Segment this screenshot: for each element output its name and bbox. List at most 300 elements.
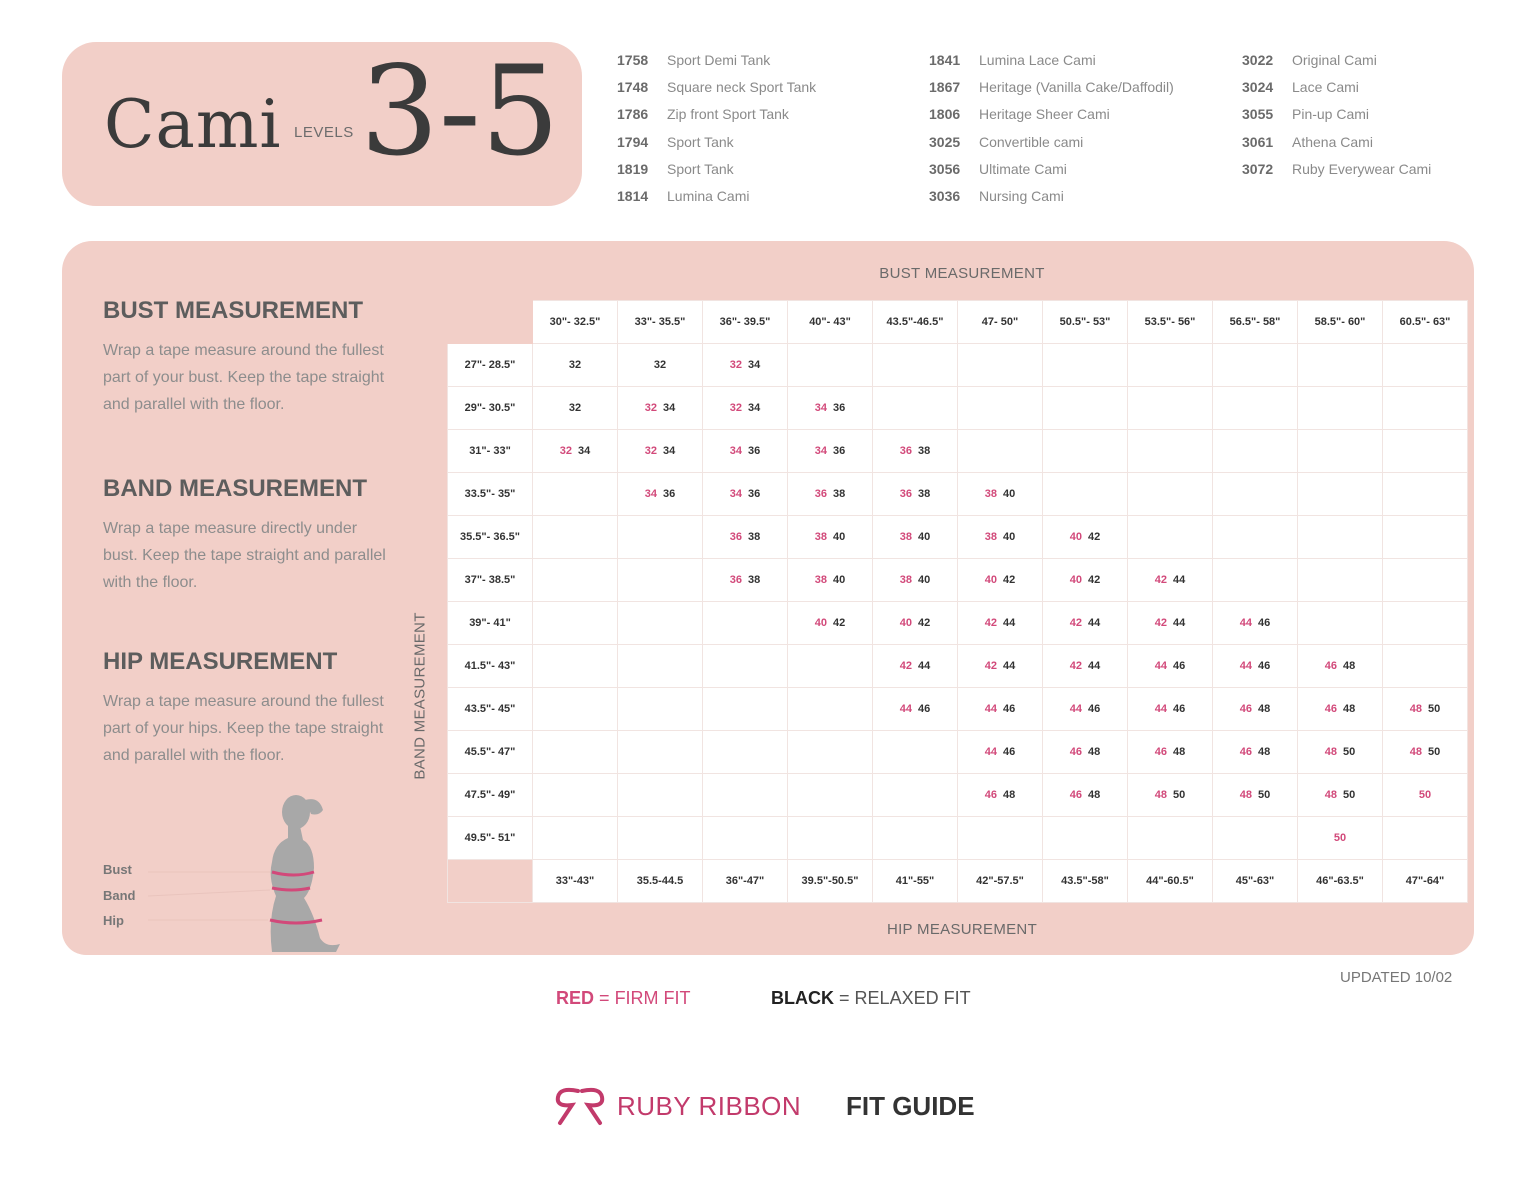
firm-fit-size: 46	[1239, 746, 1252, 758]
size-cell	[703, 602, 788, 645]
style-name: Ultimate Cami	[979, 160, 1067, 177]
hip-range-value: 45"-63"	[1213, 860, 1298, 903]
size-cell	[958, 473, 1043, 516]
size-cell	[1298, 387, 1383, 430]
size-cell	[1128, 731, 1213, 774]
style-item	[617, 128, 816, 155]
size-cell	[1213, 817, 1298, 860]
size-cell	[958, 688, 1043, 731]
size-cell	[533, 559, 618, 602]
hip-section-heading: HIP MEASUREMENT	[103, 648, 338, 675]
size-cell	[788, 602, 873, 645]
hip-section-body: Wrap a tape measure around the fullest part of your hips. Keep the tape straight and parallel with the floor.	[103, 693, 384, 764]
size-cell	[703, 731, 788, 774]
firm-fit-size: 46	[984, 789, 997, 801]
size-cell	[788, 774, 873, 817]
size-cell	[1213, 344, 1298, 387]
bust-section-body: Wrap a tape measure around the fullest part of your bust. Keep the tape straight and parallel with the floor.	[103, 342, 385, 413]
table-row	[448, 430, 1468, 473]
firm-fit-size: 36	[899, 488, 912, 500]
size-grid	[447, 300, 1468, 903]
ruby-ribbon-logo-icon	[550, 1085, 610, 1129]
size-cell	[1298, 559, 1383, 602]
size-cell	[618, 430, 703, 473]
band-range-header: 41.5"- 43"	[448, 645, 533, 688]
size-cell	[873, 602, 958, 645]
bust-range-header: 47- 50"	[958, 301, 1043, 344]
bust-range-header: 50.5"- 53"	[1043, 301, 1128, 344]
table-row	[448, 387, 1468, 430]
style-code: 1841	[929, 51, 961, 68]
size-cell	[1383, 774, 1468, 817]
firm-fit-size: 42	[1069, 660, 1082, 672]
size-cell	[1383, 688, 1468, 731]
table-row	[448, 602, 1468, 645]
size-cell	[1383, 602, 1468, 645]
size-cell	[788, 559, 873, 602]
size-cell	[958, 645, 1043, 688]
relaxed-fit-size: 32	[568, 402, 582, 414]
size-cell	[958, 516, 1043, 559]
bust-range-header: 60.5"- 63"	[1383, 301, 1468, 344]
firm-fit-size: 38	[814, 574, 827, 586]
size-cell	[1298, 602, 1383, 645]
size-cell	[1128, 645, 1213, 688]
style-name: Lumina Lace Cami	[979, 51, 1096, 68]
size-cell	[1213, 516, 1298, 559]
firm-fit-size: 46	[1069, 789, 1082, 801]
size-cell	[533, 430, 618, 473]
hip-range-value: 41"-55"	[873, 860, 958, 903]
style-item	[617, 155, 816, 182]
firm-fit-size: 50	[1418, 789, 1432, 801]
firm-fit-size: 48	[1239, 789, 1252, 801]
relaxed-fit-size: 42	[1088, 574, 1101, 586]
firm-fit-size: 40	[814, 617, 827, 629]
size-cell	[1383, 387, 1468, 430]
style-code: 3061	[1242, 133, 1274, 150]
firm-fit-size: 44	[1069, 703, 1082, 715]
relaxed-fit-size: 40	[833, 531, 846, 543]
size-cell	[1128, 774, 1213, 817]
style-item	[617, 73, 816, 100]
relaxed-fit-size: 44	[1003, 617, 1016, 629]
firm-fit-size: 32	[644, 445, 657, 457]
table-row	[448, 559, 1468, 602]
firm-fit-size: 32	[644, 402, 657, 414]
size-cell	[873, 731, 958, 774]
size-cell	[1383, 559, 1468, 602]
size-cell	[788, 817, 873, 860]
relaxed-fit-size: 36	[833, 402, 846, 414]
firm-fit-size: 38	[814, 531, 827, 543]
size-cell	[788, 688, 873, 731]
table-row	[448, 516, 1468, 559]
relaxed-fit-size: 46	[1173, 660, 1186, 672]
style-item	[1242, 46, 1431, 73]
relaxed-fit-size: 38	[833, 488, 846, 500]
relaxed-fit-size: 50	[1258, 789, 1271, 801]
relaxed-fit-size: 36	[748, 488, 761, 500]
size-cell	[788, 344, 873, 387]
style-item	[617, 101, 816, 128]
style-name: Nursing Cami	[979, 188, 1064, 205]
hip-range-value: 35.5-44.5	[618, 860, 703, 903]
size-cell	[873, 688, 958, 731]
size-cell	[1043, 430, 1128, 473]
style-item	[1242, 155, 1431, 182]
size-cell	[1213, 602, 1298, 645]
size-cell	[703, 344, 788, 387]
size-cell	[1298, 774, 1383, 817]
firm-fit-size: 46	[1239, 703, 1252, 715]
relaxed-fit-size: 42	[833, 617, 846, 629]
size-cell	[958, 387, 1043, 430]
style-item	[1242, 128, 1431, 155]
size-cell	[618, 344, 703, 387]
size-cell	[618, 387, 703, 430]
size-cell	[1128, 688, 1213, 731]
firm-fit-size: 36	[729, 574, 742, 586]
firm-fit-size: 44	[984, 703, 997, 715]
legend-red-eq: =	[599, 988, 610, 1008]
table-row	[448, 731, 1468, 774]
size-cell	[1043, 344, 1128, 387]
size-cell	[618, 774, 703, 817]
size-cell	[1128, 344, 1213, 387]
relaxed-fit-size: 46	[918, 703, 931, 715]
size-cell	[703, 645, 788, 688]
firm-fit-size: 34	[814, 402, 827, 414]
relaxed-fit-size: 42	[918, 617, 931, 629]
relaxed-fit-size: 42	[1088, 531, 1101, 543]
bust-range-header: 40"- 43"	[788, 301, 873, 344]
legend-black-value: RELAXED FIT	[854, 988, 971, 1008]
size-cell	[1383, 344, 1468, 387]
table-row	[448, 344, 1468, 387]
firm-fit-size: 46	[1324, 703, 1337, 715]
relaxed-fit-size: 50	[1343, 789, 1356, 801]
relaxed-fit-size: 46	[1258, 617, 1271, 629]
hip-range-value: 47"-64"	[1383, 860, 1468, 903]
style-name: Sport Tank	[667, 133, 734, 150]
size-cell	[1298, 344, 1383, 387]
firm-fit-size: 44	[984, 746, 997, 758]
size-cell	[788, 645, 873, 688]
firm-fit-size: 48	[1324, 789, 1337, 801]
band-range-header: 33.5"- 35"	[448, 473, 533, 516]
size-cell	[1043, 559, 1128, 602]
relaxed-fit-size: 46	[1003, 703, 1016, 715]
relaxed-fit-size: 44	[1088, 660, 1101, 672]
legend-red-value: FIRM FIT	[614, 988, 691, 1008]
style-code: 1819	[617, 160, 649, 177]
style-name: Square neck Sport Tank	[667, 78, 817, 95]
style-item	[617, 46, 816, 73]
firm-fit-size: 48	[1409, 746, 1422, 758]
style-code: 3024	[1242, 78, 1274, 95]
relaxed-fit-size: 34	[663, 445, 676, 457]
hip-range-value: 39.5"-50.5"	[788, 860, 873, 903]
relaxed-fit-size: 38	[748, 531, 761, 543]
relaxed-fit-size: 46	[1258, 660, 1271, 672]
relaxed-fit-size: 32	[568, 359, 582, 371]
size-cell	[533, 473, 618, 516]
style-name: Sport Tank	[667, 160, 734, 177]
size-cell	[1383, 473, 1468, 516]
band-range-header: 31"- 33"	[448, 430, 533, 473]
size-cell	[958, 731, 1043, 774]
hip-range-value: 44"-60.5"	[1128, 860, 1213, 903]
size-cell	[533, 516, 618, 559]
size-cell	[1298, 688, 1383, 731]
firm-fit-size: 48	[1154, 789, 1167, 801]
size-cell	[958, 559, 1043, 602]
bust-axis-label: BUST MEASUREMENT	[879, 265, 1045, 282]
style-name: Zip front Sport Tank	[667, 106, 789, 123]
relaxed-fit-size: 48	[1343, 703, 1356, 715]
bust-range-header: 33"- 35.5"	[618, 301, 703, 344]
size-cell	[618, 645, 703, 688]
size-cell	[618, 473, 703, 516]
firm-fit-size: 36	[814, 488, 827, 500]
size-cell	[703, 430, 788, 473]
relaxed-fit-size: 44	[918, 660, 931, 672]
size-cell	[703, 817, 788, 860]
band-range-header: 47.5"- 49"	[448, 774, 533, 817]
style-item	[929, 155, 1174, 182]
relaxed-fit-size: 42	[1003, 574, 1016, 586]
relaxed-fit-size: 50	[1343, 746, 1356, 758]
relaxed-fit-size: 48	[1343, 660, 1356, 672]
relaxed-fit-size: 48	[1088, 789, 1101, 801]
bust-range-header: 30"- 32.5"	[533, 301, 618, 344]
body-figure	[100, 790, 360, 960]
updated-date: UPDATED 10/02	[1340, 969, 1453, 986]
style-code: 3055	[1242, 106, 1274, 123]
relaxed-fit-size: 40	[833, 574, 846, 586]
size-cell	[618, 602, 703, 645]
style-name: Lace Cami	[1292, 78, 1359, 95]
style-code: 1794	[617, 133, 649, 150]
band-range-header: 49.5"- 51"	[448, 817, 533, 860]
firm-fit-size: 44	[1239, 617, 1252, 629]
size-cell	[873, 430, 958, 473]
hip-range-value: 42"-57.5"	[958, 860, 1043, 903]
size-cell	[1043, 731, 1128, 774]
size-cell	[1043, 688, 1128, 731]
band-range-header: 37"- 38.5"	[448, 559, 533, 602]
style-item	[929, 73, 1174, 100]
size-cell	[1383, 645, 1468, 688]
firm-fit-size: 34	[814, 445, 827, 457]
style-code: 3036	[929, 188, 961, 205]
style-item	[617, 182, 816, 209]
band-range-header: 45.5"- 47"	[448, 731, 533, 774]
silhouette-icon	[100, 790, 360, 960]
legend-firm-fit	[556, 988, 691, 1009]
size-cell	[703, 516, 788, 559]
grid-corner-bottom	[448, 860, 533, 903]
size-cell	[788, 731, 873, 774]
relaxed-fit-size: 48	[1258, 746, 1271, 758]
size-cell	[1298, 430, 1383, 473]
relaxed-fit-size: 38	[918, 488, 931, 500]
figure-label-hip: Hip	[103, 913, 124, 928]
size-cell	[703, 473, 788, 516]
size-cell	[1298, 516, 1383, 559]
size-cell	[703, 559, 788, 602]
grid-corner	[448, 301, 533, 344]
hip-range-value: 36"-47"	[703, 860, 788, 903]
size-cell	[1383, 817, 1468, 860]
size-cell	[618, 516, 703, 559]
size-cell	[1043, 602, 1128, 645]
style-name: Original Cami	[1292, 51, 1377, 68]
band-range-header: 29"- 30.5"	[448, 387, 533, 430]
band-range-header: 39"- 41"	[448, 602, 533, 645]
size-cell	[533, 731, 618, 774]
title-card	[62, 42, 582, 206]
firm-fit-size: 48	[1324, 746, 1337, 758]
firm-fit-size: 38	[899, 531, 912, 543]
bust-range-header: 58.5"- 60"	[1298, 301, 1383, 344]
levels-label: LEVELS	[294, 124, 354, 141]
size-cell	[1128, 473, 1213, 516]
style-item	[929, 46, 1174, 73]
bust-range-header: 56.5"- 58"	[1213, 301, 1298, 344]
size-cell	[958, 344, 1043, 387]
relaxed-fit-size: 38	[918, 445, 931, 457]
size-cell	[873, 645, 958, 688]
table-row	[448, 774, 1468, 817]
table-row	[448, 688, 1468, 731]
size-cell	[703, 774, 788, 817]
size-cell	[1043, 645, 1128, 688]
relaxed-fit-size: 34	[578, 445, 591, 457]
style-name: Heritage (Vanilla Cake/Daffodil)	[979, 78, 1174, 95]
firm-fit-size: 44	[1239, 660, 1252, 672]
relaxed-fit-size: 32	[653, 359, 667, 371]
size-cell	[1298, 473, 1383, 516]
firm-fit-size: 42	[1069, 617, 1082, 629]
size-cell	[873, 387, 958, 430]
size-cell	[533, 774, 618, 817]
size-cell	[533, 387, 618, 430]
firm-fit-size: 40	[984, 574, 997, 586]
relaxed-fit-size: 36	[833, 445, 846, 457]
size-cell	[958, 602, 1043, 645]
size-cell	[1043, 774, 1128, 817]
style-item	[1242, 101, 1431, 128]
style-name: Athena Cami	[1292, 133, 1373, 150]
relaxed-fit-size: 44	[1173, 574, 1186, 586]
relaxed-fit-size: 40	[1003, 531, 1016, 543]
size-cell	[1128, 817, 1213, 860]
style-item	[929, 182, 1174, 209]
size-cell	[703, 387, 788, 430]
style-list-column-1	[617, 46, 816, 210]
firm-fit-size: 40	[1069, 531, 1082, 543]
grid-body	[448, 344, 1468, 860]
firm-fit-size: 50	[1333, 832, 1347, 844]
style-name: Ruby Everywear Cami	[1292, 160, 1432, 177]
firm-fit-size: 42	[899, 660, 912, 672]
size-cell	[533, 344, 618, 387]
firm-fit-size: 44	[1154, 703, 1167, 715]
firm-fit-size: 46	[1154, 746, 1167, 758]
firm-fit-size: 40	[1069, 574, 1082, 586]
firm-fit-size: 32	[729, 402, 742, 414]
firm-fit-size: 38	[984, 531, 997, 543]
table-row	[448, 473, 1468, 516]
hip-range-value: 33"-43"	[533, 860, 618, 903]
size-cell	[788, 387, 873, 430]
style-item	[929, 128, 1174, 155]
size-cell	[1128, 387, 1213, 430]
brand-name: RUBY RIBBON	[617, 1091, 802, 1121]
firm-fit-size: 36	[729, 531, 742, 543]
size-cell	[1213, 559, 1298, 602]
firm-fit-size: 38	[899, 574, 912, 586]
relaxed-fit-size: 40	[918, 531, 931, 543]
style-code: 1867	[929, 78, 961, 95]
size-cell	[873, 817, 958, 860]
relaxed-fit-size: 50	[1428, 703, 1441, 715]
bust-range-header: 53.5"- 56"	[1128, 301, 1213, 344]
relaxed-fit-size: 44	[1173, 617, 1186, 629]
firm-fit-size: 34	[729, 488, 742, 500]
style-name: Convertible cami	[979, 133, 1084, 150]
style-code: 1814	[617, 188, 649, 205]
relaxed-fit-size: 50	[1173, 789, 1186, 801]
size-cell	[788, 430, 873, 473]
firm-fit-size: 40	[899, 617, 912, 629]
relaxed-fit-size: 40	[918, 574, 931, 586]
size-cell	[958, 774, 1043, 817]
size-cell	[618, 688, 703, 731]
size-cell	[1213, 688, 1298, 731]
size-cell	[958, 817, 1043, 860]
size-cell	[1383, 731, 1468, 774]
hip-range-value: 43.5"-58"	[1043, 860, 1128, 903]
relaxed-fit-size: 34	[748, 402, 761, 414]
band-axis-label-text: BAND MEASUREMENT	[411, 612, 429, 780]
firm-fit-size: 44	[899, 703, 912, 715]
style-name: Pin-up Cami	[1292, 106, 1370, 123]
hip-axis-label: HIP MEASUREMENT	[886, 921, 1038, 938]
page-title: Cami	[104, 86, 282, 163]
bust-section-heading: BUST MEASUREMENT	[103, 297, 364, 324]
style-code: 1758	[617, 51, 649, 68]
firm-fit-size: 42	[1154, 617, 1167, 629]
style-name: Sport Demi Tank	[667, 51, 771, 68]
relaxed-fit-size: 48	[1173, 746, 1186, 758]
size-cell	[1213, 774, 1298, 817]
style-name: Lumina Cami	[667, 188, 750, 205]
size-cell	[788, 516, 873, 559]
firm-fit-size: 48	[1409, 703, 1422, 715]
bust-header-row	[448, 301, 1468, 344]
firm-fit-size: 42	[984, 660, 997, 672]
style-item	[929, 101, 1174, 128]
size-cell	[788, 473, 873, 516]
firm-fit-size: 34	[644, 488, 657, 500]
size-cell	[1128, 430, 1213, 473]
relaxed-fit-size: 50	[1428, 746, 1441, 758]
table-row	[448, 817, 1468, 860]
size-cell	[1128, 602, 1213, 645]
